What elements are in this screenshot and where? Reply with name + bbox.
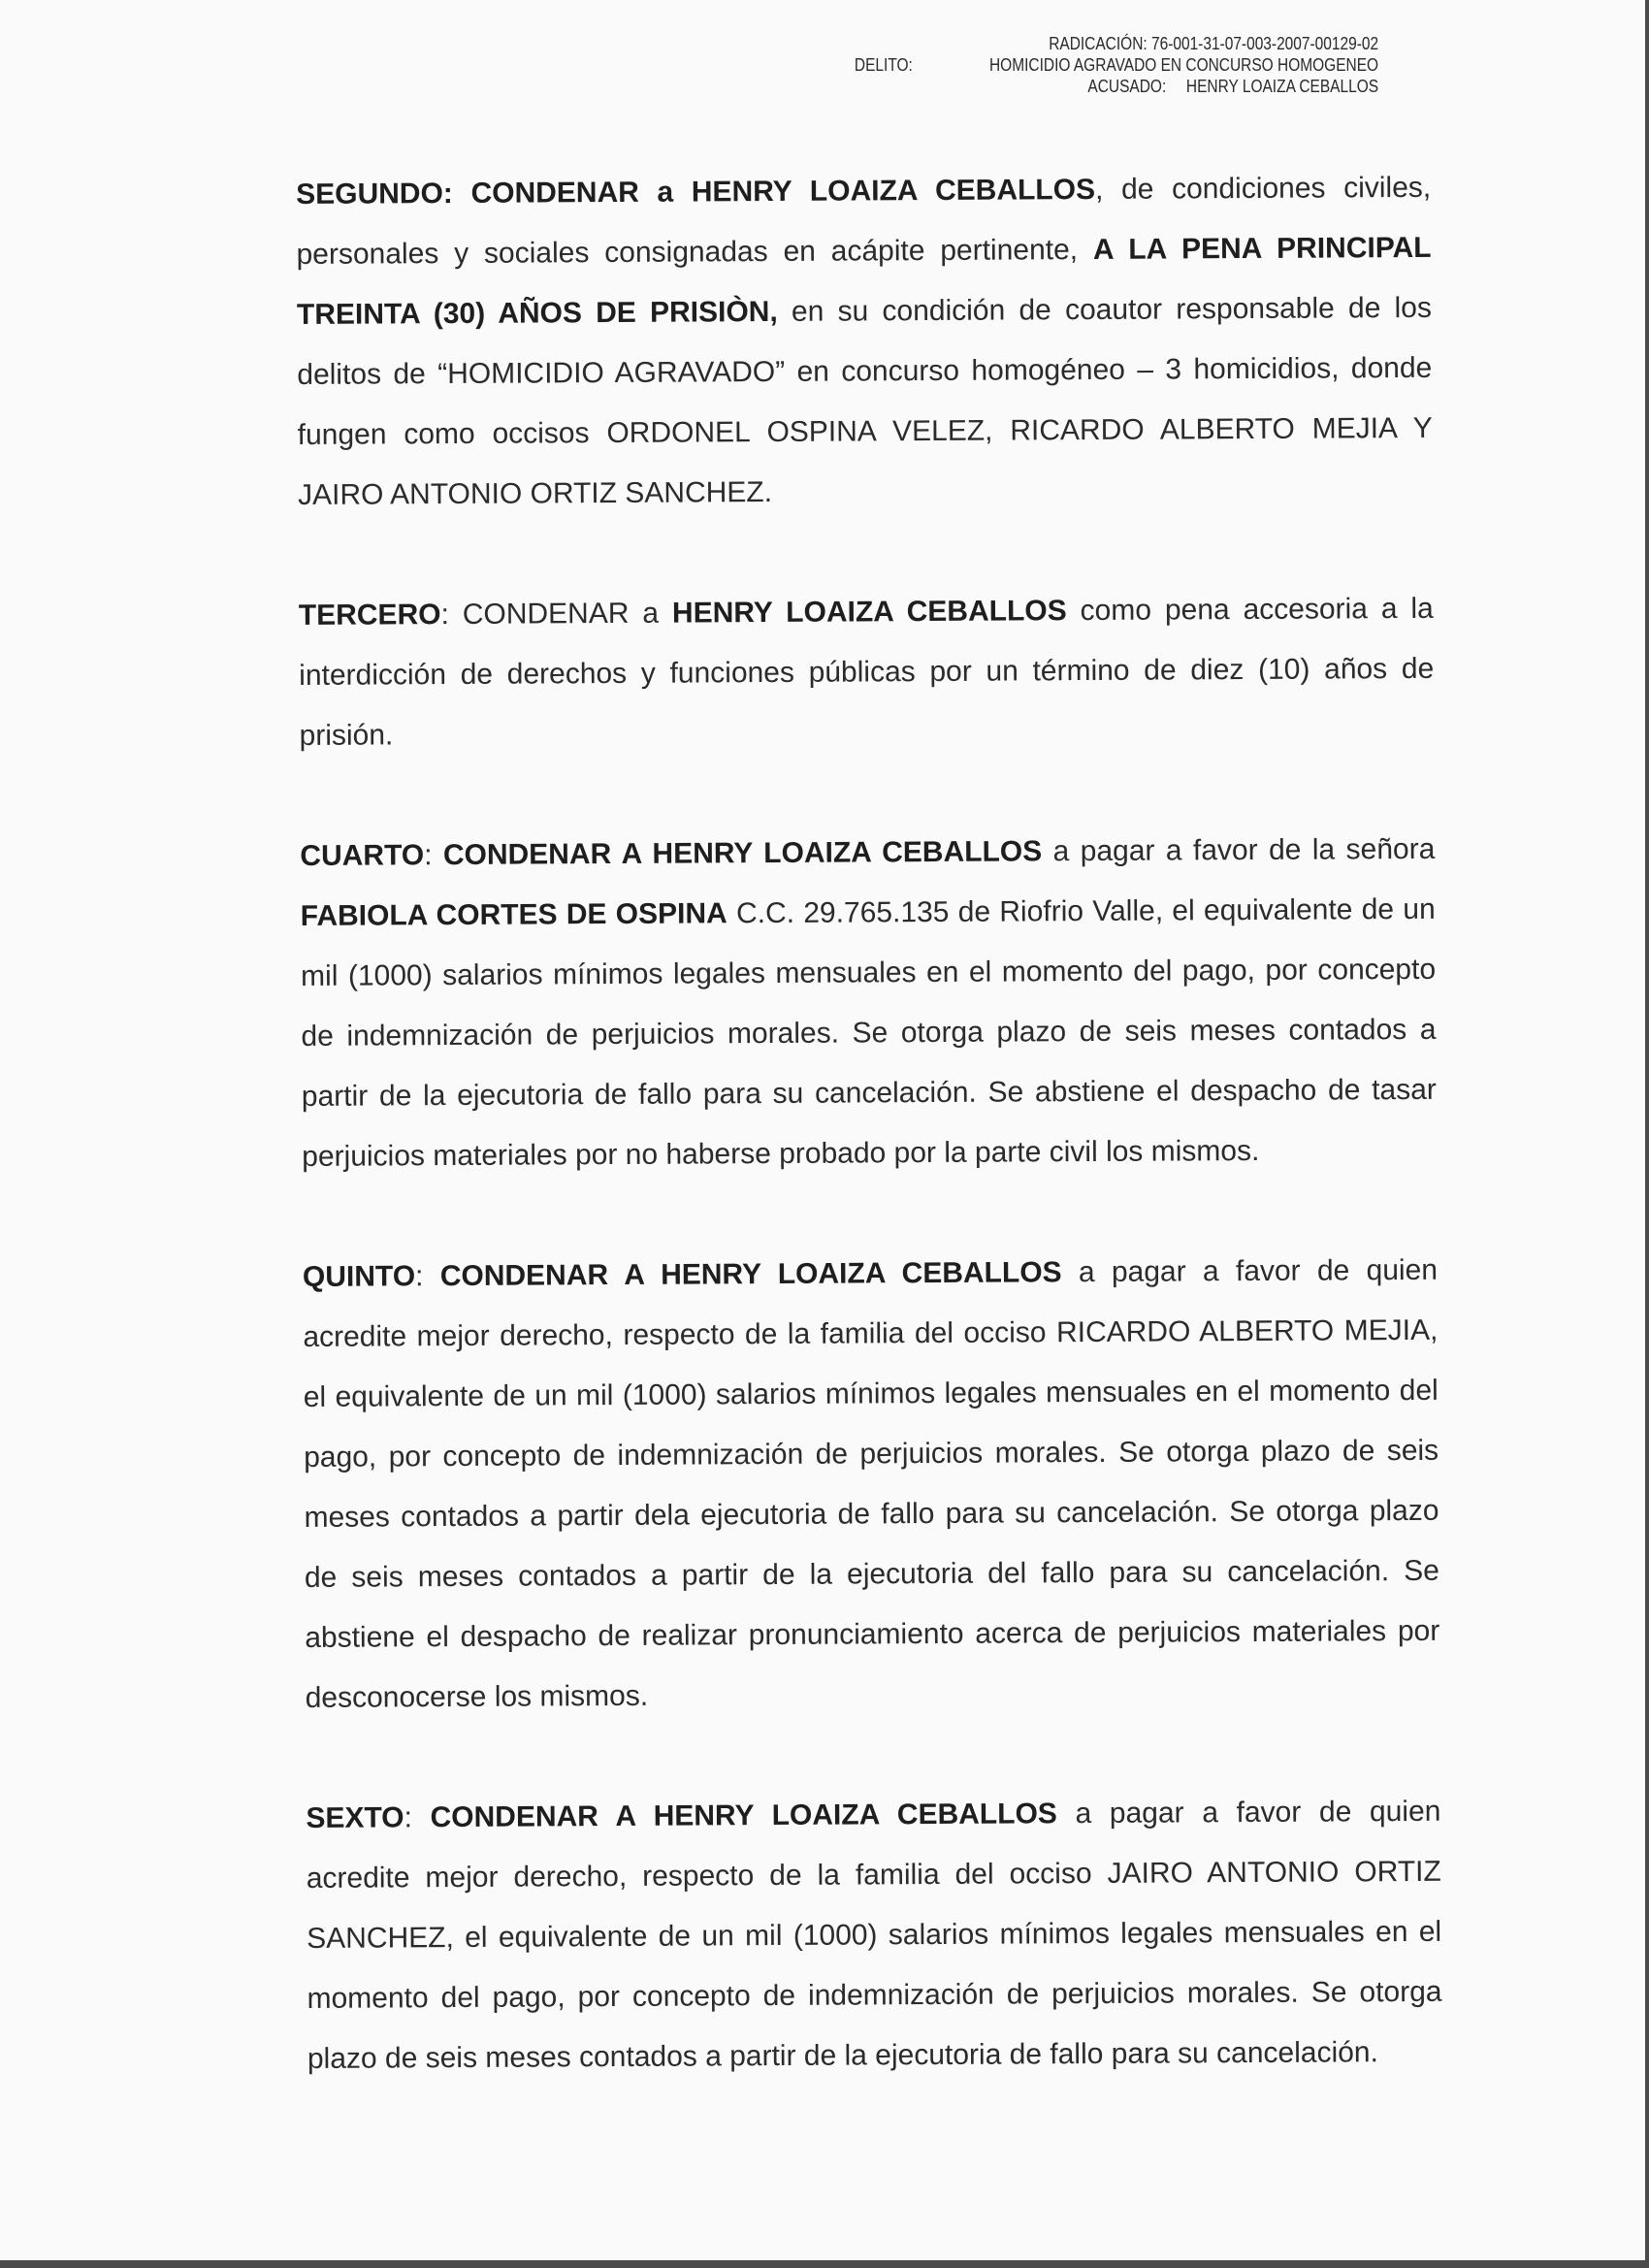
tercero-text-1: : CONDENAR a: [440, 597, 673, 632]
quinto-condemn: CONDENAR A HENRY LOAIZA CEBALLOS: [439, 1256, 1062, 1293]
quinto-text: a pagar a favor de quien acredite mejor derecho, respecto de la familia del occiso RICARDO ALBERTO MEJIA, el equivalente de un mil (1000) salarios mínimos legales mensuales en el momento del pago, por concepto de indemnización de perjuicios morales. Se otorga plazo de seis meses contados a partir dela ejecutoria de fallo para su cancelación. Se otorga plazo de seis meses contados a partir de la ejecutoria del fallo para su cancelación. Se abstiene el despacho de realizar pronunciamiento acerca de perjuicios materiales por desconocerse los mismos.: [303, 1253, 1440, 1714]
paragraph-segundo: [296, 158, 1433, 526]
scan-right-edge: [1645, 0, 1649, 2268]
delito-label: DELITO:: [854, 55, 913, 75]
cuarto-heading: CUARTO: [300, 839, 425, 872]
cuarto-separator: :: [424, 839, 443, 872]
resolution-body: [296, 158, 1442, 2150]
quinto-separator: :: [415, 1260, 440, 1293]
segundo-heading: SEGUNDO: CONDENAR a HENRY LOAIZA CEBALLOS: [296, 173, 1096, 211]
radicacion-text: RADICACIÓN: 76-001-31-07-003-2007-00129-02: [1049, 34, 1378, 53]
delito-line: [855, 54, 1378, 76]
paragraph-tercero: [299, 579, 1435, 766]
delito-value: HOMICIDIO AGRAVADO EN CONCURSO HOMOGENEO: [988, 55, 1378, 75]
paragraph-sexto: [306, 1782, 1442, 2090]
sexto-separator: :: [404, 1801, 431, 1834]
sexto-text: a pagar a favor de quien acredite mejor derecho, respecto de la familia del occiso JAIRO ANTONIO ORTIZ SANCHEZ, el equivalente de un mil (1000) salarios mínimos legales mensuales en el momento del pago, por concepto de indemnización de perjuicios morales. Se otorga plazo de seis meses contados a partir de la ejecutoria de fallo para su cancelación.: [306, 1795, 1442, 2075]
radicacion-line: [855, 33, 1378, 54]
sexto-condemn: CONDENAR A HENRY LOAIZA CEBALLOS: [430, 1798, 1057, 1834]
tercero-accused-name: HENRY LOAIZA CEBALLOS: [671, 595, 1067, 630]
cuarto-condemn: CONDENAR A HENRY LOAIZA CEBALLOS: [442, 835, 1043, 872]
cuarto-text-2: C.C. 29.765.135 de Riofrio Valle, el equivalente de un mil (1000) salarios mínimos legales mensuales en el momento del pago, por concepto de indemnización de perjuicios morales. Se otorga plazo de seis meses contados a partir de la ejecutoria de fallo para su cancelación. Se abstiene el despacho de tasar perjuicios materiales por no haberse probado por la parte civil los mismos.: [301, 892, 1437, 1173]
segundo-text-1: , de condiciones civiles, personales y sociales consignadas en acápite pertinente,: [296, 171, 1432, 271]
case-header: [855, 33, 1378, 97]
tercero-heading: TERCERO: [298, 599, 441, 632]
paragraph-quinto: [303, 1241, 1440, 1729]
scan-bottom-edge: [0, 2260, 1649, 2268]
tercero-text-2: como pena accesoria a la interdicción de derechos y funciones públicas por un término de diez (10) años de prisión.: [299, 592, 1435, 752]
acusado-line: [855, 76, 1378, 97]
segundo-text-2: en su condición de coautor responsable de los delitos de “HOMICIDIO AGRAVADO” en concurso homogéneo – 3 homicidios, donde fungen como occisos ORDONEL OSPINA VELEZ, RICARDO ALBERTO MEJIA Y JAIRO ANTONIO ORTIZ SANCHEZ.: [297, 291, 1433, 511]
cuarto-text-1: a pagar a favor de la señora: [1042, 832, 1436, 868]
sexto-heading: SEXTO: [306, 1801, 404, 1834]
quinto-heading: QUINTO: [302, 1260, 416, 1293]
segundo-penalty: A LA PENA PRINCIPAL TREINTA (30) AÑOS DE PRISIÒN,: [296, 231, 1432, 331]
acusado-label: ACUSADO:: [1087, 77, 1167, 96]
acusado-value: HENRY LOAIZA CEBALLOS: [1185, 77, 1378, 96]
cuarto-beneficiary: FABIOLA CORTES DE OSPINA: [300, 897, 728, 932]
paragraph-cuarto: [300, 820, 1437, 1187]
